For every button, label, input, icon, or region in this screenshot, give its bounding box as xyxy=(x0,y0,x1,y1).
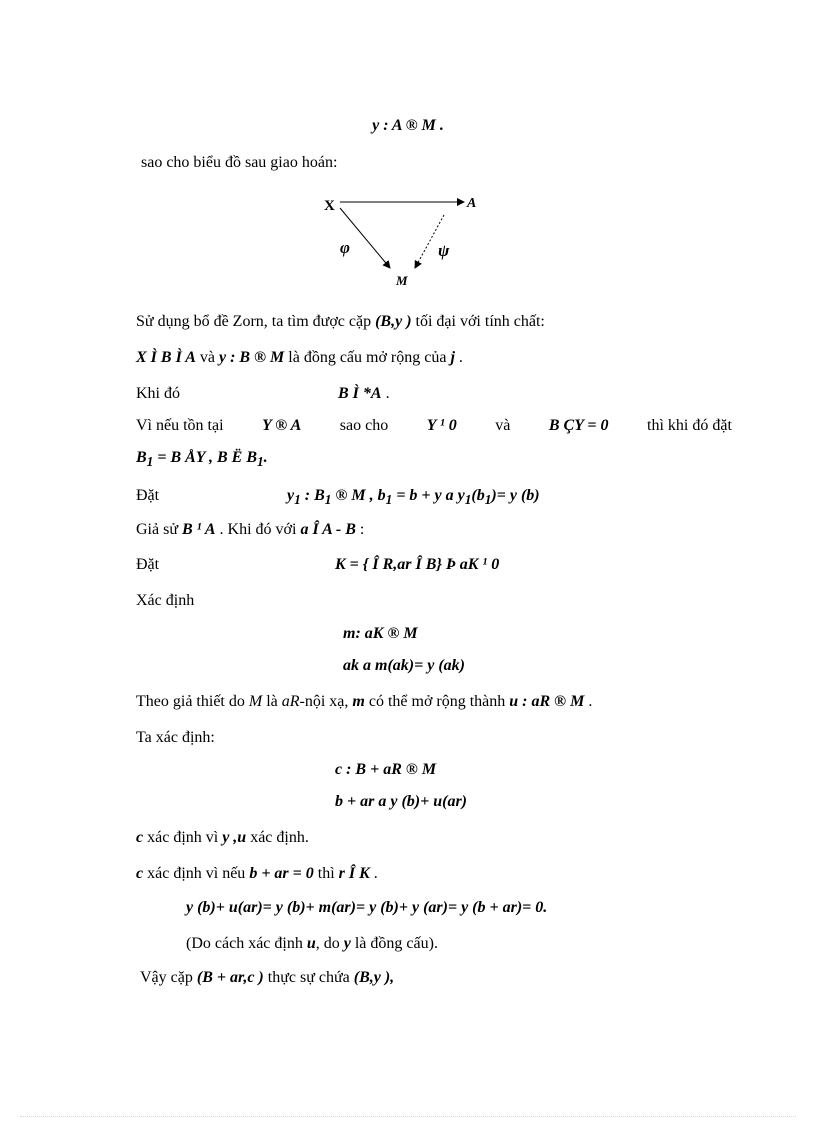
subscript: 1 xyxy=(324,492,332,508)
formula-segment: )= y (b) xyxy=(491,487,540,504)
text-segment: Vậy cặp xyxy=(140,969,197,986)
text-inclusion-property xyxy=(136,348,463,368)
subscript: 1 xyxy=(464,492,472,508)
text-ta-xac-dinh: Ta xác định: xyxy=(136,729,215,746)
commutative-diagram xyxy=(320,188,490,290)
formula-mu: m xyxy=(352,693,365,710)
text-segment: thì khi đó đặt xyxy=(647,417,732,434)
formula-pair-b-ar-chi: (B + ar,c ) xyxy=(196,969,264,986)
formula-y-to-a: Y ® A xyxy=(262,417,302,434)
formula-segment: y xyxy=(287,487,295,504)
subscript: 1 xyxy=(257,454,264,470)
formula-phi: j xyxy=(450,349,455,366)
text-segment: là xyxy=(262,693,282,710)
formula-u-map: u : aR ® M xyxy=(509,693,585,710)
subscript: 1 xyxy=(294,492,301,508)
diagram-a-label: A xyxy=(467,196,477,211)
formula-psi: y xyxy=(343,935,351,952)
text-dat-2: Đặt xyxy=(136,556,160,573)
text-segment: -nội xạ, xyxy=(299,693,353,710)
text-by-definition xyxy=(186,934,438,954)
formula-mu-map: m: aK ® M xyxy=(343,625,418,642)
formula-ar: aR xyxy=(281,693,300,710)
formula-segment: = B ÅY , B Ë B xyxy=(153,449,257,466)
subscript: 1 xyxy=(146,454,154,470)
text-khi-do: Khi đó xyxy=(136,385,180,402)
text-segment: là đồng cấu mở rộng của xyxy=(284,349,451,366)
text-segment: . xyxy=(584,693,593,710)
text-chi-well-defined-1 xyxy=(136,828,309,848)
text-segment: Sử dụng bổ đề Zorn, ta tìm được cặp xyxy=(136,313,376,330)
text-commutative-diagram-intro: sao cho biểu đồ sau giao hoán: xyxy=(141,154,338,171)
text-injective-extension xyxy=(136,692,592,712)
formula-psi1-definition xyxy=(287,486,540,510)
text-conclusion xyxy=(140,968,394,988)
text-segment: . xyxy=(369,865,378,882)
text-segment: Vì nếu tồn tại xyxy=(136,417,224,434)
text-segment: . xyxy=(454,349,463,366)
text-zorn-lemma xyxy=(136,312,545,332)
formula-x-in-b-in-a: X Ì B Ì A xyxy=(136,349,196,366)
formula-chi: c xyxy=(136,829,144,846)
formula-y-nonzero: Y ¹ 0 xyxy=(426,417,457,434)
formula-pair-b-psi: (B,y ), xyxy=(353,969,395,986)
formula-m: M xyxy=(248,693,263,710)
formula-zero-chain: y (b)+ u(ar)= y (b)+ m(ar)= y (b)+ y (ar)= y (b + ar)= 0. xyxy=(186,899,548,916)
text-segment: . Khi đó với xyxy=(215,521,301,538)
formula-b-neq-a: B ¹ A xyxy=(182,521,216,538)
formula-k-definition: K = { Î R,ar Î B} Þ aK ¹ 0 xyxy=(335,556,500,573)
diagram-psi-label: ψ xyxy=(438,241,450,260)
formula-b1-direct-sum xyxy=(136,448,268,472)
formula-b-cap-y-zero: B ÇY = 0 xyxy=(548,417,609,434)
formula-psi-u: y ,u xyxy=(222,829,247,846)
formula-b-essential-a xyxy=(338,384,390,404)
text-if-exists xyxy=(136,416,732,436)
diagram-x-label: X xyxy=(324,198,335,214)
text-segment: Giả sử xyxy=(136,521,182,538)
text-suppose xyxy=(136,520,364,540)
text-segment: là đồng cấu). xyxy=(350,935,438,952)
formula-b-plus-ar-zero: b + ar = 0 xyxy=(249,865,314,882)
formula-segment: . xyxy=(263,449,268,466)
text-segment: : xyxy=(355,521,365,538)
text-segment: và xyxy=(195,349,219,366)
formula-u: u xyxy=(306,935,316,952)
subscript: 1 xyxy=(484,492,492,508)
formula-chi-map: c : B + aR ® M xyxy=(335,761,437,778)
text-segment: , do xyxy=(315,935,344,952)
formula-psi-b-to-m: y : B ® M xyxy=(218,349,285,366)
formula-segment: ® M , b xyxy=(331,487,386,504)
text-segment: có thể mở rộng thành xyxy=(364,693,510,710)
page-bottom-divider xyxy=(20,1116,796,1117)
text-dat-1: Đặt xyxy=(136,487,160,504)
formula-r-in-k: r Î K xyxy=(338,865,370,882)
formula-segment: B xyxy=(136,449,147,466)
text-segment: Theo giả thiết do xyxy=(136,693,249,710)
text-segment: thì xyxy=(313,865,339,882)
text-xac-dinh: Xác định xyxy=(136,592,195,609)
formula-segment: (b xyxy=(471,487,485,504)
text-segment: thực sự chứa xyxy=(263,969,354,986)
text-segment: xác định vì xyxy=(143,829,223,846)
text-segment: xác định. xyxy=(246,829,309,846)
text-segment: (Do cách xác định xyxy=(186,935,307,952)
formula-chi: c xyxy=(136,865,144,882)
subscript: 1 xyxy=(385,492,393,508)
text-segment: xác định vì nếu xyxy=(143,865,250,882)
text-segment: sao cho xyxy=(339,417,389,434)
text-segment: . xyxy=(381,385,390,402)
formula-a-in-a-minus-b: a Î A - B xyxy=(300,521,356,538)
formula-segment: = b + y a y xyxy=(392,487,465,504)
formula-mu-rule: ak a m(ak)= y (ak) xyxy=(343,657,465,674)
text-chi-well-defined-2 xyxy=(136,864,378,884)
text-segment: và xyxy=(495,417,511,434)
diagram-phi-label: φ xyxy=(340,238,350,257)
formula-segment: B Ì *A xyxy=(338,385,382,402)
formula-segment: : B xyxy=(300,487,325,504)
diagram-m-label: M xyxy=(396,273,408,288)
formula-psi-a-to-m: y : A ® M . xyxy=(372,117,444,134)
text-segment: tối đại với tính chất: xyxy=(411,313,545,330)
formula-chi-rule: b + ar a y (b)+ u(ar) xyxy=(335,793,467,810)
formula-pair-b-psi: (B,y ) xyxy=(375,313,412,330)
